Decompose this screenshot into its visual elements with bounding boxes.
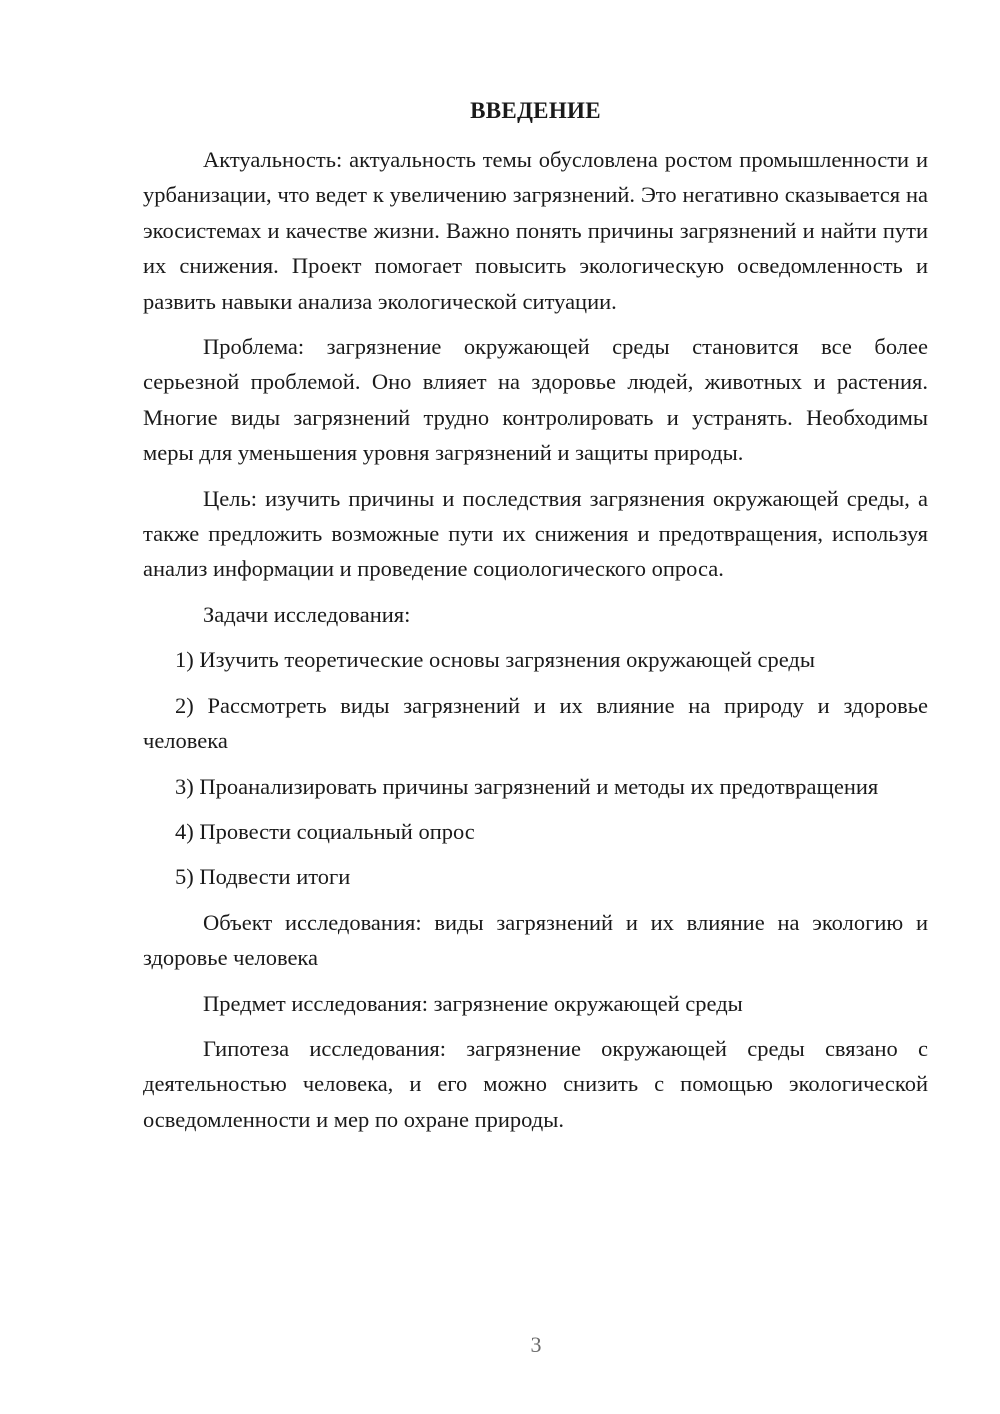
task-item-2: 2) Рассмотреть виды загрязнений и их влияние на природу и здоровье человека <box>143 692 928 754</box>
task-item-4: 4) Провести социальный опрос <box>175 818 475 844</box>
paragraph-relevance: Актуальность: актуальность темы обусловлена ростом промышленности и урбанизации, что ведет к увеличению загрязнений. Это негативно сказывается на экосистемах и качестве жизни. Важно понять причины загрязнений и найти пути их снижения. Проект помогает повысить экологическую осведомленность и развить навыки анализа экологической ситуации. <box>143 147 928 314</box>
tasks-title: Задачи исследования: <box>203 601 411 627</box>
section-heading: ВВЕДЕНИЕ <box>470 98 601 123</box>
paragraph-subject: Предмет исследования: загрязнение окружающей среды <box>203 990 743 1016</box>
page-content <box>143 94 928 1147</box>
paragraph-goal: Цель: изучить причины и последствия загрязнения окружающей среды, а также предложить возможные пути их снижения и предотвращения, используя анализ информации и проведение социологического опроса. <box>143 485 928 582</box>
paragraph-hypothesis: Гипотеза исследования: загрязнение окружающей среды связано с деятельностью человека, и его можно снизить с помощью экологической осведомленности и мер по охране природы. <box>143 1035 928 1132</box>
task-item-1: 1) Изучить теоретические основы загрязнения окружающей среды <box>175 647 815 673</box>
page-number: 3 <box>530 1332 542 1357</box>
paragraph-object: Объект исследования: виды загрязнений и их влияние на экологию и здоровье человека <box>143 909 928 971</box>
paragraph-problem: Проблема: загрязнение окружающей среды становится все более серьезной проблемой. Оно влияет на здоровье людей, животных и растения. Многие виды загрязнений трудно контролировать и устранять. Необходимы меры для уменьшения уровня загрязнений и защиты природы. <box>143 334 928 466</box>
task-item-3: 3) Проанализировать причины загрязнений и методы их предотвращения <box>175 773 879 799</box>
task-item-5: 5) Подвести итоги <box>175 864 351 890</box>
